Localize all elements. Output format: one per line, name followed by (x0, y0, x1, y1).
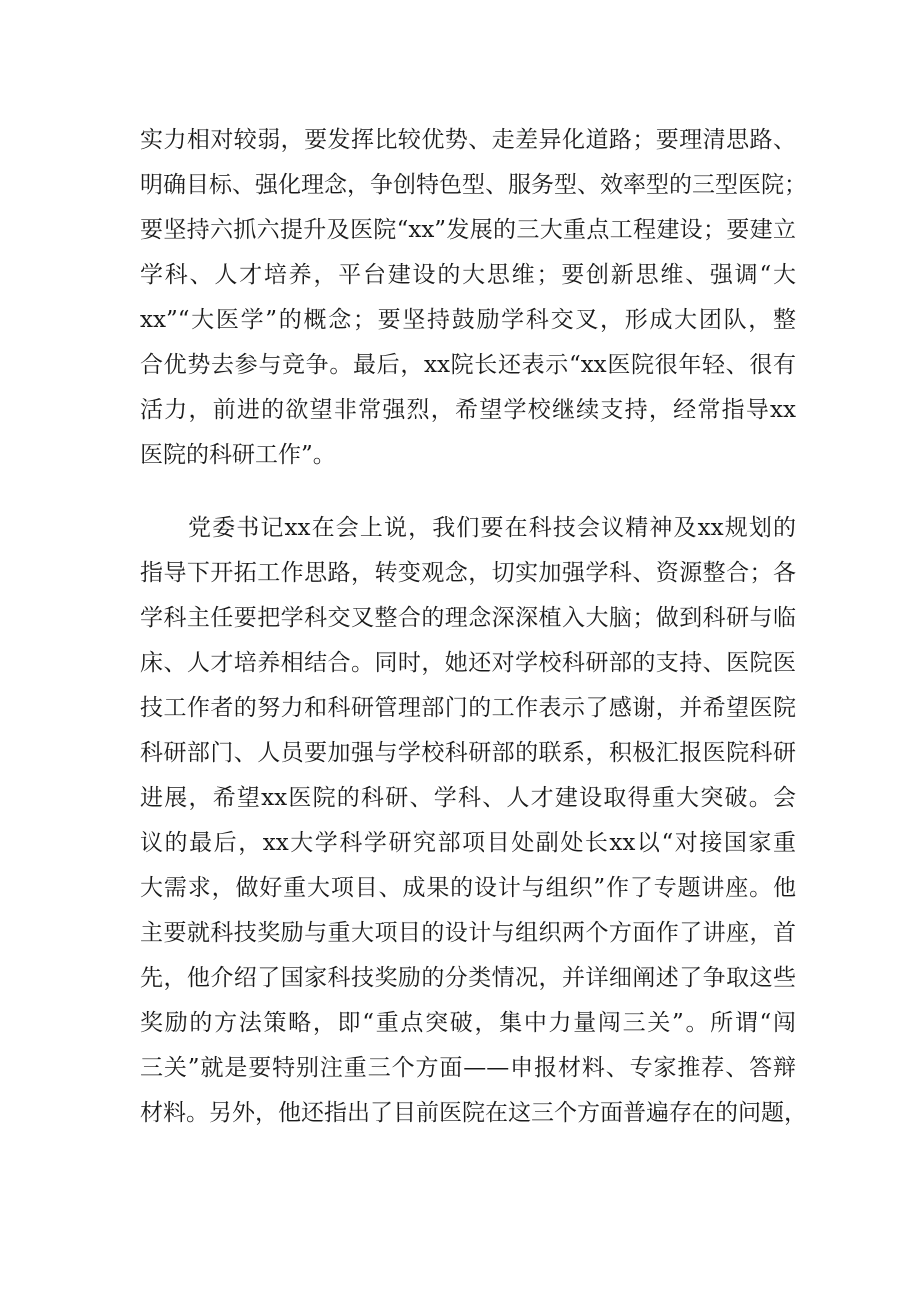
text-line: 明确目标、强化理念，争创特色型、服务型、效率型的三型医院； (140, 172, 807, 198)
text-line: 学科主任要把学科交叉整合的理念深深植入大脑；做到科研与临 (140, 605, 796, 631)
text-line: 技工作者的努力和科研管理部门的工作表示了感谢，并希望医院 (140, 695, 796, 721)
text-line: 指导下开拓工作思路，转变观念，切实加强学科、资源整合；各 (140, 560, 796, 586)
text-line: 党委书记xx在会上说，我们要在科技会议精神及xx规划的 (188, 515, 796, 541)
text-line: 进展，希望xx医院的科研、学科、人才建设取得重大突破。会 (140, 785, 796, 811)
text-line: 要坚持六抓六提升及医院“xx”发展的三大重点工程建设；要建立 (140, 217, 796, 243)
text-line: 医院的科研工作”。 (140, 442, 336, 468)
text-line: xx”“大医学”的概念；要坚持鼓励学科交叉，形成大团队，整 (140, 307, 796, 333)
text-line: 床、人才培养相结合。同时，她还对学校科研部的支持、医院医 (140, 650, 796, 676)
text-line: 学科、人才培养，平台建设的大思维；要创新思维、强调“大 (140, 262, 796, 288)
text-line: 材料。另外，他还指出了目前医院在这三个方面普遍存在的问题， (140, 1100, 807, 1126)
text-line: 活力，前进的欲望非常强烈，希望学校继续支持，经常指导xx (140, 397, 796, 423)
text-line: 大需求，做好重大项目、成果的设计与组织”作了专题讲座。他 (140, 875, 796, 901)
text-line: 实力相对较弱，要发挥比较优势、走差异化道路；要理清思路、 (140, 127, 796, 153)
text-line: 先，他介绍了国家科技奖励的分类情况，并详细阐述了争取这些 (140, 965, 796, 991)
text-line: 合优势去参与竞争。最后，xx院长还表示“xx医院很年轻、很有 (140, 352, 796, 378)
text-line: 科研部门、人员要加强与学校科研部的联系，积极汇报医院科研 (140, 740, 796, 766)
text-line: 奖励的方法策略，即“重点突破，集中力量闯三关”。所谓“闯 (140, 1010, 796, 1036)
text-line: 主要就科技奖励与重大项目的设计与组织两个方面作了讲座，首 (140, 920, 796, 946)
text-line: 议的最后，xx大学科学研究部项目处副处长xx以“对接国家重 (140, 830, 796, 856)
text-line: 三关”就是要特别注重三个方面——申报材料、专家推荐、答辩 (140, 1055, 796, 1081)
